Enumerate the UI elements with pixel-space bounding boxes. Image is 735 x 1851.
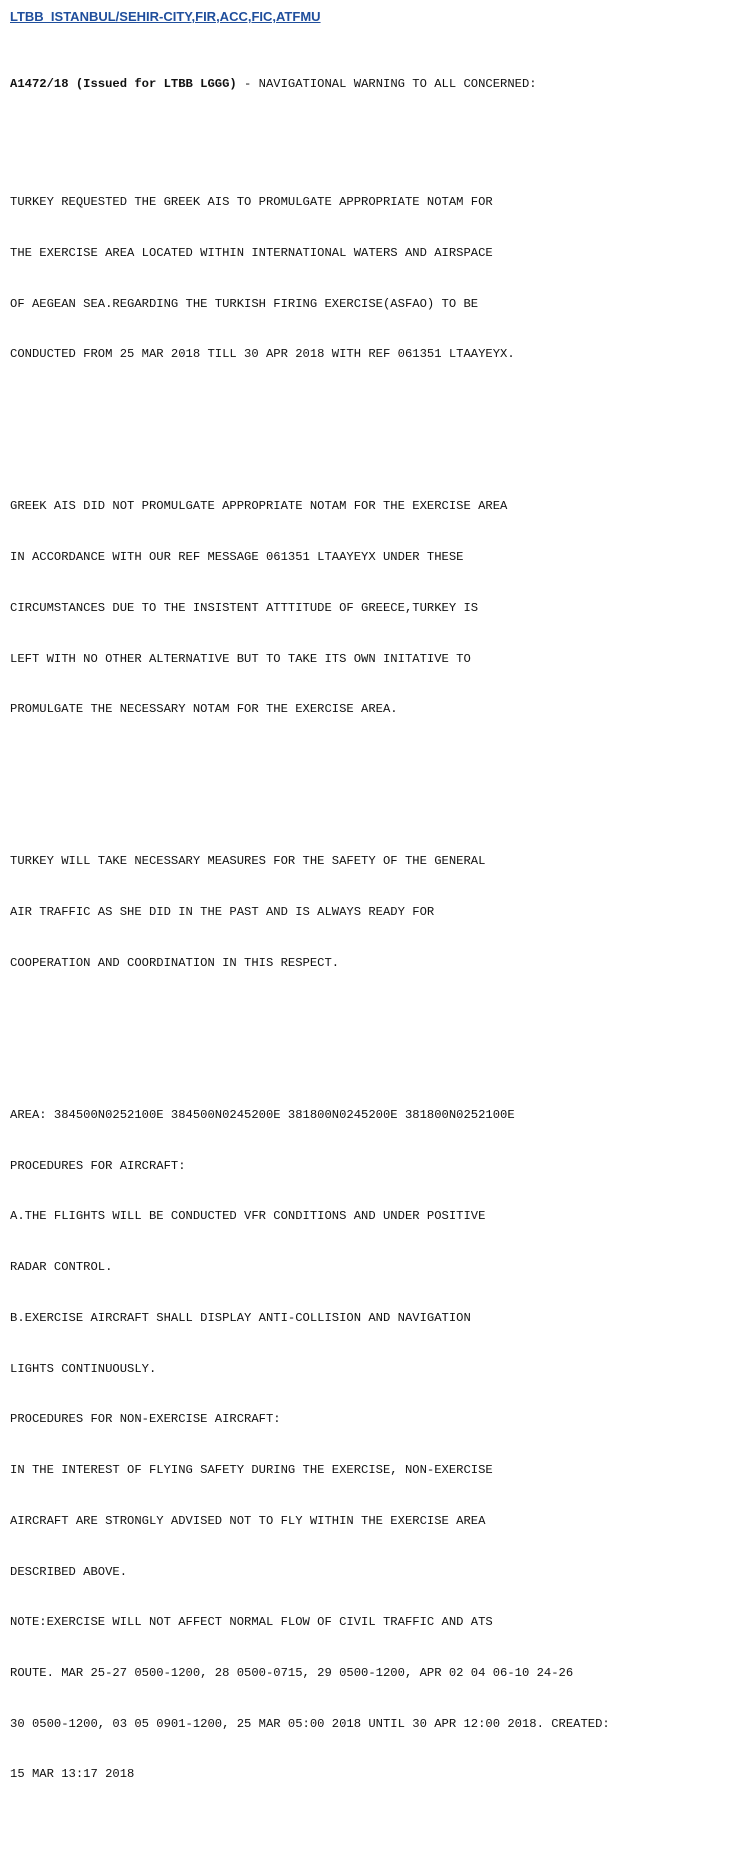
notam-text-line: PROMULGATE THE NECESSARY NOTAM FOR THE EXERCISE AREA. [10, 702, 398, 717]
notam-page [10, 8, 730, 1851]
notam-text-line: ROUTE. MAR 25-27 0500-1200, 28 0500-0715, 29 0500-1200, APR 02 04 06-10 24-26 [10, 1665, 574, 1680]
notam-id-label: A1472/18 (Issued for LTBB LGGG) [10, 76, 237, 91]
notam-text-line: NOTE:EXERCISE WILL NOT AFFECT NORMAL FLOW OF CIVIL TRAFFIC AND ATS [10, 1615, 493, 1630]
notam-text-line: IN THE INTEREST OF FLYING SAFETY DURING THE EXERCISE, NON-EXERCISE [10, 1463, 493, 1478]
notam-text-line: DESCRIBED ABOVE. [10, 1564, 128, 1579]
notam-text-line: AIRCRAFT ARE STRONGLY ADVISED NOT TO FLY WITHIN THE EXERCISE AREA [10, 1513, 486, 1528]
notam-paragraph-2 [10, 465, 730, 752]
notam-text-line: RADAR CONTROL. [10, 1260, 113, 1275]
notam-title-text: - NAVIGATIONAL WARNING TO ALL CONCERNED: [236, 76, 537, 91]
notam-text-line: OF AEGEAN SEA.REGARDING THE TURKISH FIRING EXERCISE(ASFAO) TO BE [10, 296, 479, 311]
notam-text-line: CONDUCTED FROM 25 MAR 2018 TILL 30 APR 2018 WITH REF 061351 LTAAYEYX. [10, 347, 515, 362]
notam-text-line: TURKEY WILL TAKE NECESSARY MEASURES FOR THE SAFETY OF THE GENERAL [10, 854, 486, 869]
notam-text-line: IN ACCORDANCE WITH OUR REF MESSAGE 061351 LTAAYEYX UNDER THESE [10, 550, 464, 565]
notam-text-line: GREEK AIS DID NOT PROMULGATE APPROPRIATE NOTAM FOR THE EXERCISE AREA [10, 499, 508, 514]
notam-text-line: LIGHTS CONTINUOUSLY. [10, 1361, 157, 1376]
fir-header-link[interactable]: LTBB_ISTANBUL/SEHIR-CITY,FIR,ACC,FIC,ATFMU [10, 9, 321, 24]
notam-text-line: B.EXERCISE AIRCRAFT SHALL DISPLAY ANTI-COLLISION AND NAVIGATION [10, 1310, 471, 1325]
notam-body [10, 42, 730, 1851]
notam-text-line: COOPERATION AND COORDINATION IN THIS RESPECT. [10, 955, 340, 970]
notam-paragraph-3 [10, 820, 730, 1006]
notam-area-line: AREA: 384500N0252100E 384500N0245200E 381800N0245200E 381800N0252100E [10, 1108, 515, 1123]
notam-created-line: 15 MAR 13:17 2018 [10, 1767, 135, 1782]
notam-paragraph-1 [10, 160, 730, 397]
notam-text-line: PROCEDURES FOR NON-EXERCISE AIRCRAFT: [10, 1412, 281, 1427]
notam-text-line: PROCEDURES FOR AIRCRAFT: [10, 1158, 186, 1173]
notam-text-line: CIRCUMSTANCES DUE TO THE INSISTENT ATTTITUDE OF GREECE,TURKEY IS [10, 600, 479, 615]
notam-text-line: A.THE FLIGHTS WILL BE CONDUCTED VFR CONDITIONS AND UNDER POSITIVE [10, 1209, 486, 1224]
notam-title-line [10, 76, 730, 93]
notam-text-line: 30 0500-1200, 03 05 0901-1200, 25 MAR 05:00 2018 UNTIL 30 APR 12:00 2018. CREATED: [10, 1716, 610, 1731]
notam-text-line: TURKEY REQUESTED THE GREEK AIS TO PROMULGATE APPROPRIATE NOTAM FOR [10, 195, 493, 210]
notam-text-line: THE EXERCISE AREA LOCATED WITHIN INTERNATIONAL WATERS AND AIRSPACE [10, 245, 493, 260]
notam-text-line: LEFT WITH NO OTHER ALTERNATIVE BUT TO TAKE ITS OWN INITATIVE TO [10, 651, 471, 666]
notam-text-line: AIR TRAFFIC AS SHE DID IN THE PAST AND IS ALWAYS READY FOR [10, 905, 435, 920]
notam-paragraph-4 [10, 1073, 730, 1817]
